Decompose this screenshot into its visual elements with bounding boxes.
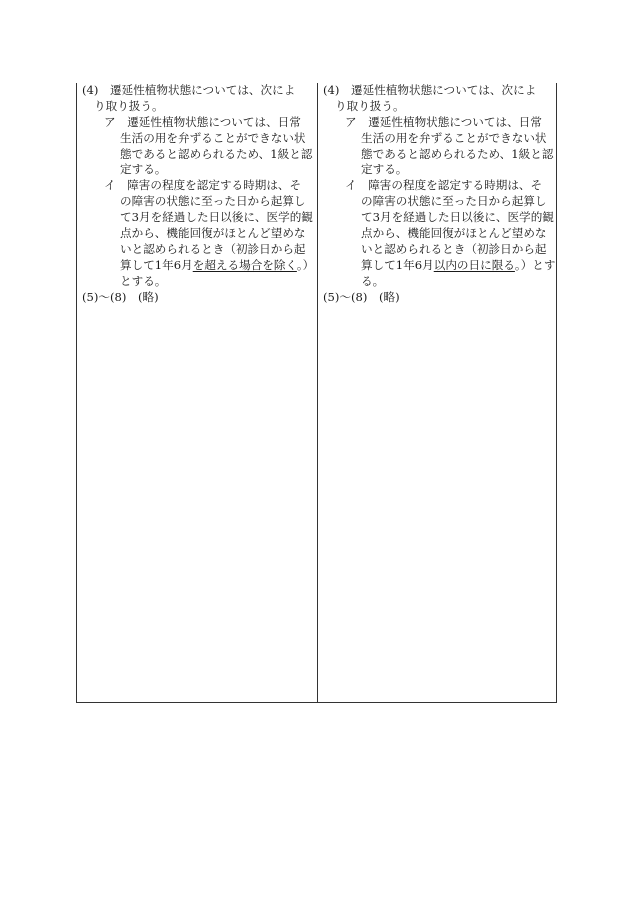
clause-i-line: いと認められるとき（初診日から起	[120, 241, 306, 256]
clause-a-line: 態であると認められるため、1級と認	[361, 146, 554, 161]
clause-i-line: の障害の状態に至った日から起算し	[361, 194, 547, 209]
text-span: 。）	[296, 257, 315, 272]
text-span: 。）とす	[514, 257, 556, 272]
clause-a-line: 態であると認められるため、1級と認	[120, 146, 313, 161]
clause-i-line: て3月を経過した日以後に、医学的観	[361, 210, 554, 225]
left-column	[82, 83, 313, 305]
column-divider	[317, 83, 318, 702]
text-span: 算して1年6月	[120, 257, 193, 272]
item4-heading-cont: り取り扱う。	[94, 98, 164, 113]
clause-a-line: ア 遷延性植物状態については、日常	[345, 114, 542, 129]
item5-8: (5)～(8) (略)	[323, 289, 400, 304]
item4-heading-cont: り取り扱う。	[335, 98, 405, 113]
clause-i-line: イ 障害の程度を認定する時期は、そ	[104, 178, 302, 193]
comparison-table	[76, 83, 557, 703]
clause-a-line: 生活の用を弁ずることができない状	[361, 130, 547, 145]
clause-a-line: 定する。	[361, 162, 408, 177]
item4-heading: (4) 遷延性植物状態については、次によ	[323, 83, 537, 97]
amended-text: 以内の日に限る	[433, 257, 515, 272]
clause-i-line: 点から、機能回復がほとんど望めな	[120, 226, 306, 241]
clause-i-line	[323, 257, 556, 274]
clause-i-line: イ 障害の程度を認定する時期は、そ	[345, 178, 543, 193]
right-column	[323, 83, 556, 305]
clause-i-line: て3月を経過した日以後に、医学的観	[120, 210, 313, 225]
clause-i-line: の障害の状態に至った日から起算し	[120, 194, 306, 209]
item4-heading: (4) 遷延性植物状態については、次によ	[82, 83, 296, 97]
clause-a-line: 生活の用を弁ずることができない状	[120, 130, 306, 145]
clause-a-line: ア 遷延性植物状態については、日常	[104, 114, 301, 129]
item5-8: (5)～(8) (略)	[82, 289, 159, 304]
clause-i-line: る。	[361, 273, 385, 288]
clause-i-line	[82, 258, 313, 274]
amended-text: を超える場合を除く	[192, 257, 297, 272]
clause-i-line: いと認められるとき（初診日から起	[361, 241, 547, 256]
clause-i-line: 点から、機能回復がほとんど望めな	[361, 226, 547, 241]
clause-a-line: 定する。	[120, 162, 167, 177]
text-span: 算して1年6月	[361, 257, 434, 272]
clause-i-line: とする。	[120, 273, 167, 288]
